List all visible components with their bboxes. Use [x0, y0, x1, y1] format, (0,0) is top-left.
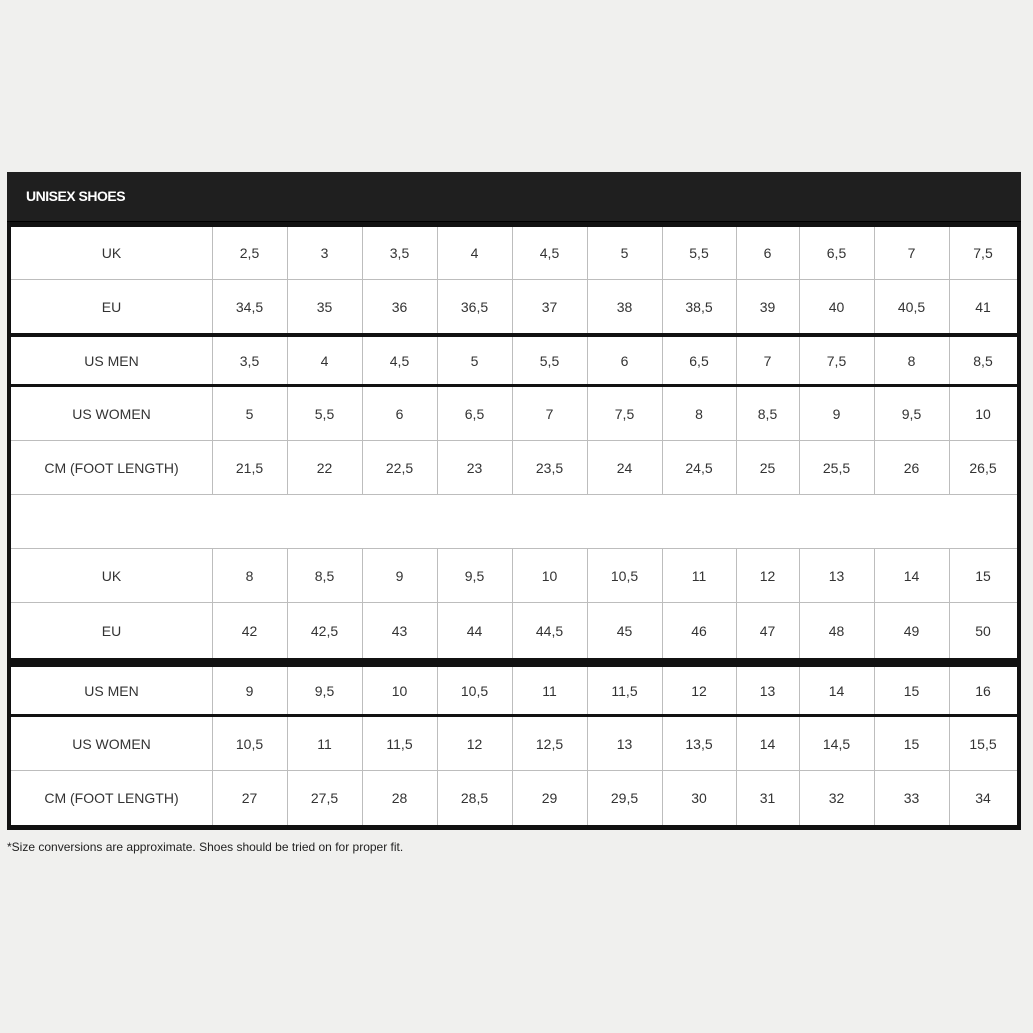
- column-divider: [212, 667, 213, 714]
- column-divider: [212, 227, 213, 280]
- row-label: UK: [101, 567, 122, 584]
- column-divider: [287, 717, 288, 771]
- column-divider: [949, 280, 950, 333]
- row-label: CM (FOOT LENGTH): [44, 459, 179, 476]
- column-divider: [949, 227, 950, 280]
- size-row: [11, 771, 1017, 825]
- column-divider: [212, 441, 213, 495]
- column-divider: [799, 603, 800, 658]
- column-divider: [437, 441, 438, 495]
- size-value: 8: [907, 352, 916, 369]
- size-value: 6: [763, 245, 772, 261]
- size-value: 34,5: [235, 298, 264, 315]
- column-divider: [736, 771, 737, 825]
- column-divider: [874, 280, 875, 333]
- size-value: 40: [828, 298, 845, 315]
- row-group: [11, 667, 1017, 714]
- row-group: [11, 717, 1017, 825]
- size-value: 8: [245, 567, 254, 584]
- size-value: 14: [903, 567, 920, 584]
- size-value: 15: [903, 682, 920, 699]
- size-value: 4: [320, 352, 329, 369]
- size-value: 38: [616, 298, 633, 315]
- column-divider: [587, 717, 588, 771]
- size-value: 7,5: [614, 405, 635, 422]
- column-divider: [949, 441, 950, 495]
- size-value: 14,5: [822, 735, 851, 752]
- column-divider: [799, 227, 800, 280]
- size-row: [11, 667, 1017, 714]
- column-divider: [287, 441, 288, 495]
- column-divider: [437, 771, 438, 825]
- size-value: 44: [466, 622, 483, 639]
- column-divider: [512, 603, 513, 658]
- size-value: 29,5: [610, 790, 639, 806]
- size-value: 25: [759, 459, 776, 476]
- size-value: 32: [828, 790, 845, 806]
- column-divider: [362, 280, 363, 333]
- size-value: 41: [975, 298, 991, 315]
- row-group: [11, 337, 1017, 384]
- size-value: 50: [975, 622, 991, 639]
- size-value: 39: [759, 298, 776, 315]
- row-label: EU: [101, 298, 122, 315]
- column-divider: [874, 667, 875, 714]
- column-divider: [799, 549, 800, 603]
- size-value: 43: [391, 622, 408, 639]
- column-divider: [736, 549, 737, 603]
- column-divider: [949, 717, 950, 771]
- size-value: 11: [542, 682, 557, 699]
- column-divider: [437, 549, 438, 603]
- column-divider: [512, 717, 513, 771]
- column-divider: [287, 667, 288, 714]
- size-value: 30: [691, 790, 707, 806]
- size-value: 13: [759, 682, 776, 699]
- column-divider: [736, 227, 737, 280]
- chart-title: UNISEX SHOES: [26, 188, 126, 204]
- column-divider: [799, 441, 800, 495]
- size-value: 9: [245, 682, 254, 699]
- size-value: 5,5: [689, 245, 709, 261]
- size-value: 6,5: [826, 245, 847, 261]
- column-divider: [587, 441, 588, 495]
- column-divider: [874, 603, 875, 658]
- size-value: 15,5: [969, 735, 997, 752]
- column-divider: [736, 717, 737, 771]
- size-value: 24: [616, 459, 633, 476]
- column-divider: [662, 771, 663, 825]
- size-value: 10: [541, 567, 558, 584]
- size-value: 9,5: [464, 567, 485, 584]
- size-value: 4: [470, 245, 479, 261]
- column-divider: [799, 387, 800, 441]
- row-label: US MEN: [84, 352, 139, 369]
- size-value: 16: [975, 682, 991, 699]
- column-divider: [662, 337, 663, 384]
- column-divider: [437, 387, 438, 441]
- size-value: 44,5: [535, 622, 564, 639]
- size-value: 13: [616, 735, 633, 752]
- size-value: 7: [907, 245, 916, 261]
- column-divider: [662, 549, 663, 603]
- column-divider: [437, 337, 438, 384]
- size-row: [11, 387, 1017, 441]
- size-value: 7,5: [826, 352, 847, 369]
- column-divider: [949, 549, 950, 603]
- size-value: 46: [691, 622, 707, 639]
- size-value: 10,5: [460, 682, 489, 699]
- size-value: 3: [320, 245, 329, 261]
- size-value: 3,5: [239, 352, 260, 369]
- column-divider: [799, 337, 800, 384]
- column-divider: [287, 387, 288, 441]
- size-value: 31: [759, 790, 776, 806]
- size-value: 27: [241, 790, 258, 806]
- size-value: 38,5: [685, 298, 713, 315]
- column-divider: [362, 549, 363, 603]
- column-divider: [362, 717, 363, 771]
- size-value: 5,5: [539, 352, 560, 369]
- size-value: 26,5: [969, 459, 997, 476]
- size-row: [11, 227, 1017, 280]
- size-value: 8,5: [314, 567, 335, 584]
- size-value: 36: [391, 298, 408, 315]
- column-divider: [512, 441, 513, 495]
- column-divider: [662, 717, 663, 771]
- column-divider: [662, 667, 663, 714]
- column-divider: [736, 667, 737, 714]
- row-label: US MEN: [84, 682, 139, 699]
- row-group: [11, 387, 1017, 658]
- column-divider: [587, 387, 588, 441]
- size-row: [11, 549, 1017, 603]
- column-divider: [736, 337, 737, 384]
- column-divider: [212, 717, 213, 771]
- row-group: [11, 227, 1017, 333]
- size-value: 42: [241, 622, 258, 639]
- column-divider: [799, 717, 800, 771]
- column-divider: [212, 771, 213, 825]
- column-divider: [587, 549, 588, 603]
- size-value: 33: [903, 790, 920, 806]
- size-value: 15: [975, 567, 991, 584]
- size-value: 12: [466, 735, 483, 752]
- size-value: 5,5: [314, 405, 335, 422]
- column-divider: [362, 387, 363, 441]
- size-value: 24,5: [685, 459, 713, 476]
- size-value: 23: [466, 459, 483, 476]
- column-divider: [287, 771, 288, 825]
- column-divider: [662, 280, 663, 333]
- size-value: 9,5: [314, 682, 335, 699]
- column-divider: [662, 603, 663, 658]
- size-value: 12: [691, 682, 707, 699]
- row-label: UK: [101, 245, 122, 261]
- footnote: *Size conversions are approximate. Shoes should be tried on for proper fit.: [7, 840, 404, 854]
- size-value: 8,5: [757, 405, 778, 422]
- column-divider: [287, 549, 288, 603]
- column-divider: [874, 441, 875, 495]
- size-value: 2,5: [239, 245, 260, 261]
- size-value: 11: [691, 567, 707, 584]
- size-row: [11, 717, 1017, 771]
- column-divider: [949, 387, 950, 441]
- column-divider: [212, 337, 213, 384]
- column-divider: [437, 603, 438, 658]
- column-divider: [587, 280, 588, 333]
- column-divider: [587, 667, 588, 714]
- size-value: 42,5: [310, 622, 339, 639]
- column-divider: [662, 227, 663, 280]
- size-value: 6: [395, 405, 404, 422]
- chart-header: [7, 172, 1021, 222]
- row-label: EU: [101, 622, 122, 639]
- size-value: 27,5: [310, 790, 339, 806]
- column-divider: [949, 337, 950, 384]
- size-value: 13,5: [685, 735, 713, 752]
- row-label: US WOMEN: [72, 735, 151, 752]
- size-value: 14: [759, 735, 776, 752]
- size-value: 22,5: [385, 459, 414, 476]
- size-value: 9: [395, 567, 404, 584]
- column-divider: [512, 387, 513, 441]
- size-value: 28: [391, 790, 408, 806]
- size-value: 34: [975, 790, 991, 806]
- spacer-row: [11, 495, 1017, 549]
- size-value: 11,5: [386, 735, 413, 752]
- size-value: 4,5: [539, 245, 560, 261]
- size-value: 45: [616, 622, 633, 639]
- size-value: 37: [541, 298, 558, 315]
- size-value: 11,5: [611, 682, 638, 699]
- column-divider: [512, 337, 513, 384]
- column-divider: [587, 603, 588, 658]
- column-divider: [212, 549, 213, 603]
- size-row: [11, 337, 1017, 384]
- size-value: 10: [391, 682, 408, 699]
- column-divider: [437, 280, 438, 333]
- column-divider: [512, 280, 513, 333]
- size-value: 5: [470, 352, 479, 369]
- size-value: 6,5: [689, 352, 709, 369]
- size-value: 25,5: [822, 459, 851, 476]
- size-value: 5: [245, 405, 254, 422]
- size-value: 4,5: [389, 352, 410, 369]
- column-divider: [874, 387, 875, 441]
- size-value: 3,5: [389, 245, 410, 261]
- size-value: 14: [828, 682, 845, 699]
- size-value: 48: [828, 622, 845, 639]
- row-label: CM (FOOT LENGTH): [44, 790, 179, 806]
- column-divider: [512, 549, 513, 603]
- column-divider: [799, 280, 800, 333]
- column-divider: [874, 227, 875, 280]
- column-divider: [949, 667, 950, 714]
- size-value: 7: [763, 352, 772, 369]
- size-value: 8,5: [973, 352, 993, 369]
- column-divider: [512, 667, 513, 714]
- size-value: 26: [903, 459, 920, 476]
- column-divider: [736, 280, 737, 333]
- size-value: 23,5: [535, 459, 564, 476]
- column-divider: [437, 667, 438, 714]
- column-divider: [662, 441, 663, 495]
- column-divider: [362, 771, 363, 825]
- column-divider: [874, 771, 875, 825]
- column-divider: [874, 549, 875, 603]
- size-value: 22: [316, 459, 333, 476]
- column-divider: [437, 227, 438, 280]
- size-value: 29: [541, 790, 558, 806]
- column-divider: [212, 387, 213, 441]
- column-divider: [736, 441, 737, 495]
- column-divider: [287, 227, 288, 280]
- column-divider: [799, 771, 800, 825]
- column-divider: [736, 603, 737, 658]
- column-divider: [212, 603, 213, 658]
- size-value: 47: [759, 622, 776, 639]
- size-value: 15: [903, 735, 920, 752]
- size-value: 11: [317, 735, 332, 752]
- column-divider: [287, 280, 288, 333]
- column-divider: [287, 337, 288, 384]
- size-value: 21,5: [235, 459, 264, 476]
- size-value: 5: [620, 245, 629, 261]
- size-value: 13: [828, 567, 845, 584]
- column-divider: [949, 603, 950, 658]
- size-value: 12,5: [535, 735, 564, 752]
- column-divider: [662, 387, 663, 441]
- column-divider: [287, 603, 288, 658]
- size-row: [11, 441, 1017, 495]
- size-value: 36,5: [460, 298, 489, 315]
- column-divider: [587, 771, 588, 825]
- size-value: 6: [620, 352, 629, 369]
- size-value: 10,5: [610, 567, 639, 584]
- size-value: 35: [316, 298, 333, 315]
- column-divider: [212, 280, 213, 333]
- column-divider: [736, 387, 737, 441]
- column-divider: [437, 717, 438, 771]
- size-value: 7: [545, 405, 554, 422]
- size-value: 40,5: [897, 298, 926, 315]
- column-divider: [799, 667, 800, 714]
- column-divider: [587, 337, 588, 384]
- size-value: 10,5: [235, 735, 264, 752]
- column-divider: [512, 227, 513, 280]
- column-divider: [587, 227, 588, 280]
- size-value: 49: [903, 622, 920, 639]
- column-divider: [874, 717, 875, 771]
- column-divider: [362, 227, 363, 280]
- size-value: 8: [695, 405, 703, 422]
- column-divider: [362, 603, 363, 658]
- size-value: 9: [832, 405, 841, 422]
- size-row: [11, 603, 1017, 658]
- size-value: 9,5: [901, 405, 922, 422]
- column-divider: [874, 337, 875, 384]
- column-divider: [362, 667, 363, 714]
- size-chart: [7, 172, 1021, 830]
- size-value: 7,5: [973, 245, 993, 261]
- size-row: [11, 280, 1017, 333]
- column-divider: [512, 771, 513, 825]
- size-value: 12: [759, 567, 776, 584]
- row-label: US WOMEN: [72, 405, 151, 422]
- column-divider: [362, 337, 363, 384]
- column-divider: [362, 441, 363, 495]
- size-value: 6,5: [464, 405, 485, 422]
- size-value: 10: [975, 405, 991, 422]
- column-divider: [949, 771, 950, 825]
- size-value: 28,5: [460, 790, 489, 806]
